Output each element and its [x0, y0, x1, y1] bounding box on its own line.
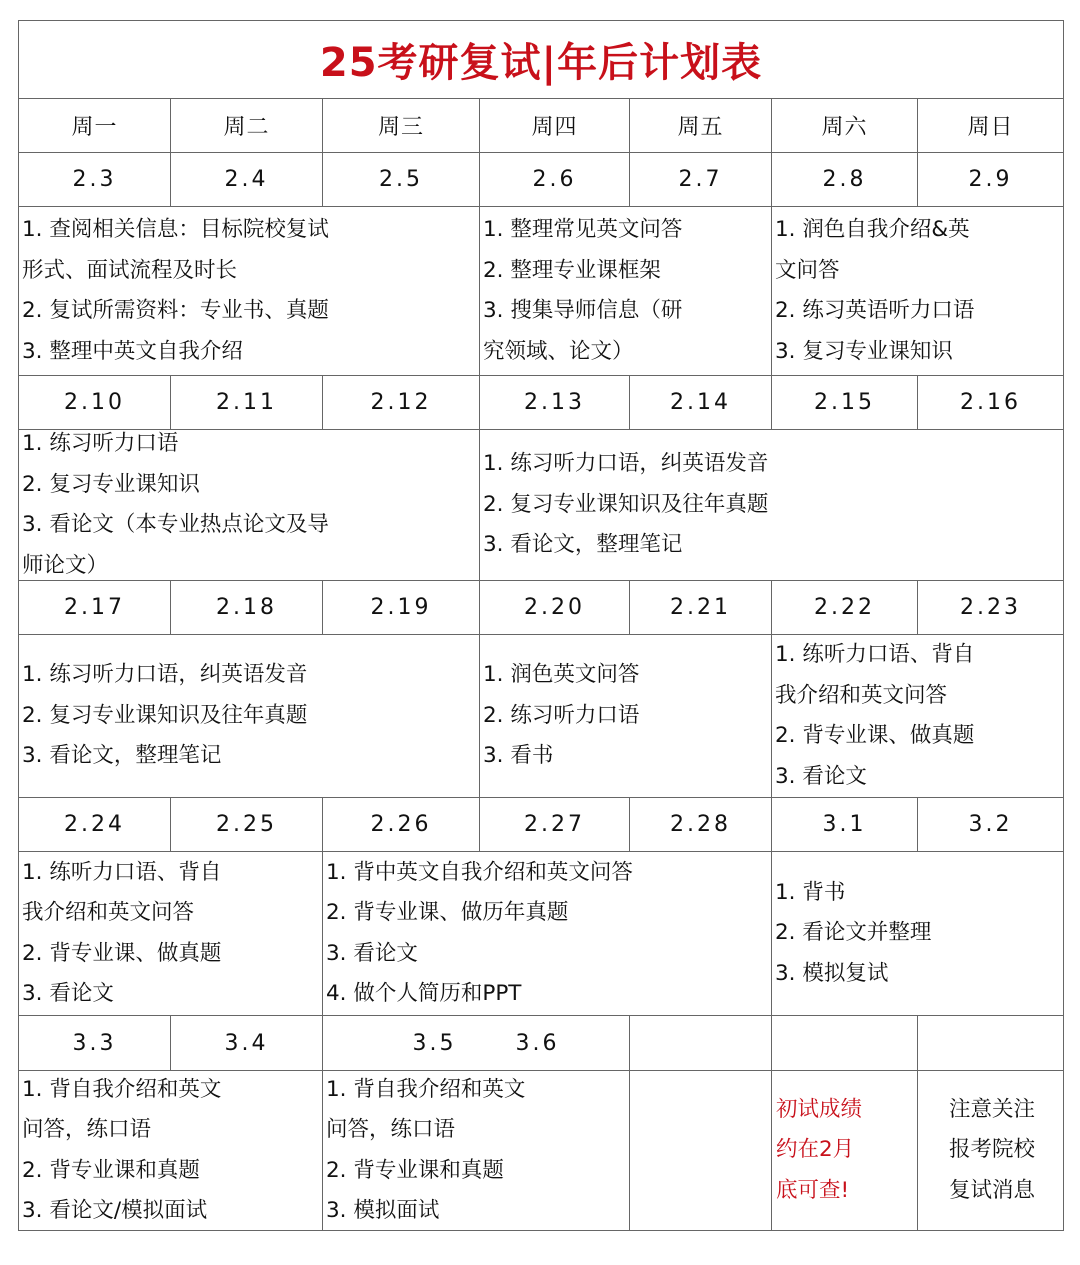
date-cell: 2.13	[480, 376, 630, 430]
score-notice	[772, 1071, 918, 1231]
task-block	[772, 852, 1064, 1016]
date-cell: 2.21	[630, 581, 772, 635]
notice-line: 底可查!	[776, 1177, 850, 1203]
date-cell: 2.24	[19, 798, 171, 852]
task-block	[19, 1071, 323, 1231]
weekday-header: 周五	[630, 99, 772, 153]
date-cell: 2.15	[772, 376, 918, 430]
date-cell: 2.20	[480, 581, 630, 635]
notice-line: 报考院校	[948, 1137, 1035, 1163]
task-block	[480, 207, 772, 376]
task-line: 3. 看书	[483, 743, 554, 769]
task-line: 1. 背自我介绍和英文	[326, 1076, 526, 1102]
task-line: 3. 看论文	[775, 763, 867, 789]
task-line: 我介绍和英文问答	[22, 900, 195, 925]
empty-date-cell	[918, 1016, 1064, 1071]
task-line: 2. 复习专业课知识及往年真题	[22, 702, 308, 728]
date-cell: 2.27	[480, 798, 630, 852]
task-line: 问答，练口语	[326, 1117, 456, 1142]
date-cell-merged	[323, 1016, 630, 1071]
task-line: 2. 背专业课、做真题	[775, 723, 975, 748]
weekday-header: 周日	[918, 99, 1064, 153]
date-cell: 2.14	[630, 376, 772, 430]
empty-date-cell	[772, 1016, 918, 1071]
date-cell: 2.7	[630, 153, 772, 207]
date-cell: 2.28	[630, 798, 772, 852]
date-cell: 2.19	[323, 581, 480, 635]
date-cell: 2.23	[918, 581, 1064, 635]
notice-line: 初试成绩	[776, 1096, 863, 1122]
task-block	[323, 1071, 630, 1231]
task-line: 2. 复习专业课知识	[22, 471, 200, 497]
task-block	[19, 430, 480, 581]
task-line: 1. 练听力口语、背自	[22, 859, 222, 885]
task-line: 1. 练习听力口语，纠英语发音	[22, 662, 308, 688]
date-cell: 3.2	[918, 798, 1064, 852]
task-line: 3. 模拟面试	[326, 1198, 440, 1223]
task-line: 1. 整理常见英文问答	[483, 217, 683, 242]
task-line: 3. 看论文	[22, 981, 114, 1006]
task-line: 2. 复习专业课知识及往年真题	[483, 491, 769, 517]
school-notice	[918, 1071, 1064, 1231]
date-cell: 2.26	[323, 798, 480, 852]
task-line: 4. 做个人简历和PPT	[326, 981, 522, 1006]
date-cell: 2.25	[171, 798, 323, 852]
weekday-header: 周四	[480, 99, 630, 153]
date-cell: 2.6	[480, 153, 630, 207]
task-line: 形式、面试流程及时长	[22, 257, 238, 283]
date-cell: 3.1	[772, 798, 918, 852]
task-line: 3. 看论文（本专业热点论文及导	[22, 512, 329, 537]
task-line: 2. 整理专业课框架	[483, 257, 661, 283]
task-block	[480, 635, 772, 798]
task-block	[19, 207, 480, 376]
task-line: 2. 背专业课和真题	[22, 1157, 200, 1183]
task-line: 1. 背自我介绍和英文	[22, 1076, 222, 1102]
date-cell: 2.4	[171, 153, 323, 207]
task-line: 3. 搜集导师信息（研	[483, 298, 683, 323]
notice-line: 约在2月	[776, 1137, 855, 1163]
notice-line: 注意关注	[948, 1096, 1035, 1122]
date-cell: 2.8	[772, 153, 918, 207]
date-cell: 2.5	[323, 153, 480, 207]
date-cell: 2.3	[19, 153, 171, 207]
date-cell: 2.22	[772, 581, 918, 635]
task-line: 1. 润色自我介绍&英	[775, 217, 970, 242]
date-label: 3.5	[412, 1030, 457, 1056]
task-block	[480, 430, 1064, 581]
task-line: 文问答	[775, 257, 840, 283]
task-line: 3. 看论文/模拟面试	[22, 1198, 208, 1223]
notice-line: 复试消息	[948, 1177, 1035, 1203]
date-cell: 2.18	[171, 581, 323, 635]
task-line: 1. 练习听力口语，纠英语发音	[483, 451, 769, 477]
date-cell: 2.9	[918, 153, 1064, 207]
task-line: 3. 看论文	[326, 940, 418, 966]
task-line: 1. 背中英文自我介绍和英文问答	[326, 859, 633, 885]
task-line: 2. 背专业课、做真题	[22, 940, 222, 966]
task-line: 3. 模拟复试	[775, 960, 889, 986]
task-block	[19, 635, 480, 798]
task-line: 2. 复试所需资料：专业书、真题	[22, 298, 329, 323]
weekday-header: 周二	[171, 99, 323, 153]
task-line: 1. 练听力口语、背自	[775, 642, 975, 667]
task-line: 2. 背专业课和真题	[326, 1157, 504, 1183]
weekday-header: 周一	[19, 99, 171, 153]
weekday-header: 周三	[323, 99, 480, 153]
task-block	[772, 635, 1064, 798]
task-line: 究领域、论文）	[483, 338, 634, 364]
task-line: 1. 查阅相关信息：目标院校复试	[22, 217, 329, 242]
page-title: 25考研复试|年后计划表	[19, 21, 1064, 99]
task-line: 我介绍和英文问答	[775, 682, 948, 708]
date-cell: 2.10	[19, 376, 171, 430]
date-label: 3.6	[515, 1030, 560, 1056]
empty-cell	[630, 1071, 772, 1231]
task-line: 问答，练口语	[22, 1117, 152, 1142]
task-line: 1. 练习听力口语	[22, 431, 179, 456]
plan-table	[18, 20, 1064, 1231]
task-line: 3. 看论文，整理笔记	[22, 743, 222, 769]
date-cell: 2.17	[19, 581, 171, 635]
task-block	[772, 207, 1064, 376]
date-cell: 3.4	[171, 1016, 323, 1071]
task-line: 3. 看论文，整理笔记	[483, 532, 683, 558]
date-cell: 2.16	[918, 376, 1064, 430]
task-line: 2. 看论文并整理	[775, 920, 932, 946]
task-block	[323, 852, 772, 1016]
date-cell: 3.3	[19, 1016, 171, 1071]
weekday-header: 周六	[772, 99, 918, 153]
task-line: 2. 练习听力口语	[483, 702, 640, 728]
task-block	[19, 852, 323, 1016]
task-line: 1. 润色英文问答	[483, 662, 640, 688]
task-line: 3. 复习专业课知识	[775, 338, 953, 364]
task-line: 1. 背书	[775, 879, 846, 905]
task-line: 2. 背专业课、做历年真题	[326, 900, 569, 925]
empty-date-cell	[630, 1016, 772, 1071]
date-cell: 2.11	[171, 376, 323, 430]
date-cell: 2.12	[323, 376, 480, 430]
task-line: 2. 练习英语听力口语	[775, 298, 975, 323]
task-line: 师论文）	[22, 552, 109, 578]
task-line: 3. 整理中英文自我介绍	[22, 338, 243, 364]
